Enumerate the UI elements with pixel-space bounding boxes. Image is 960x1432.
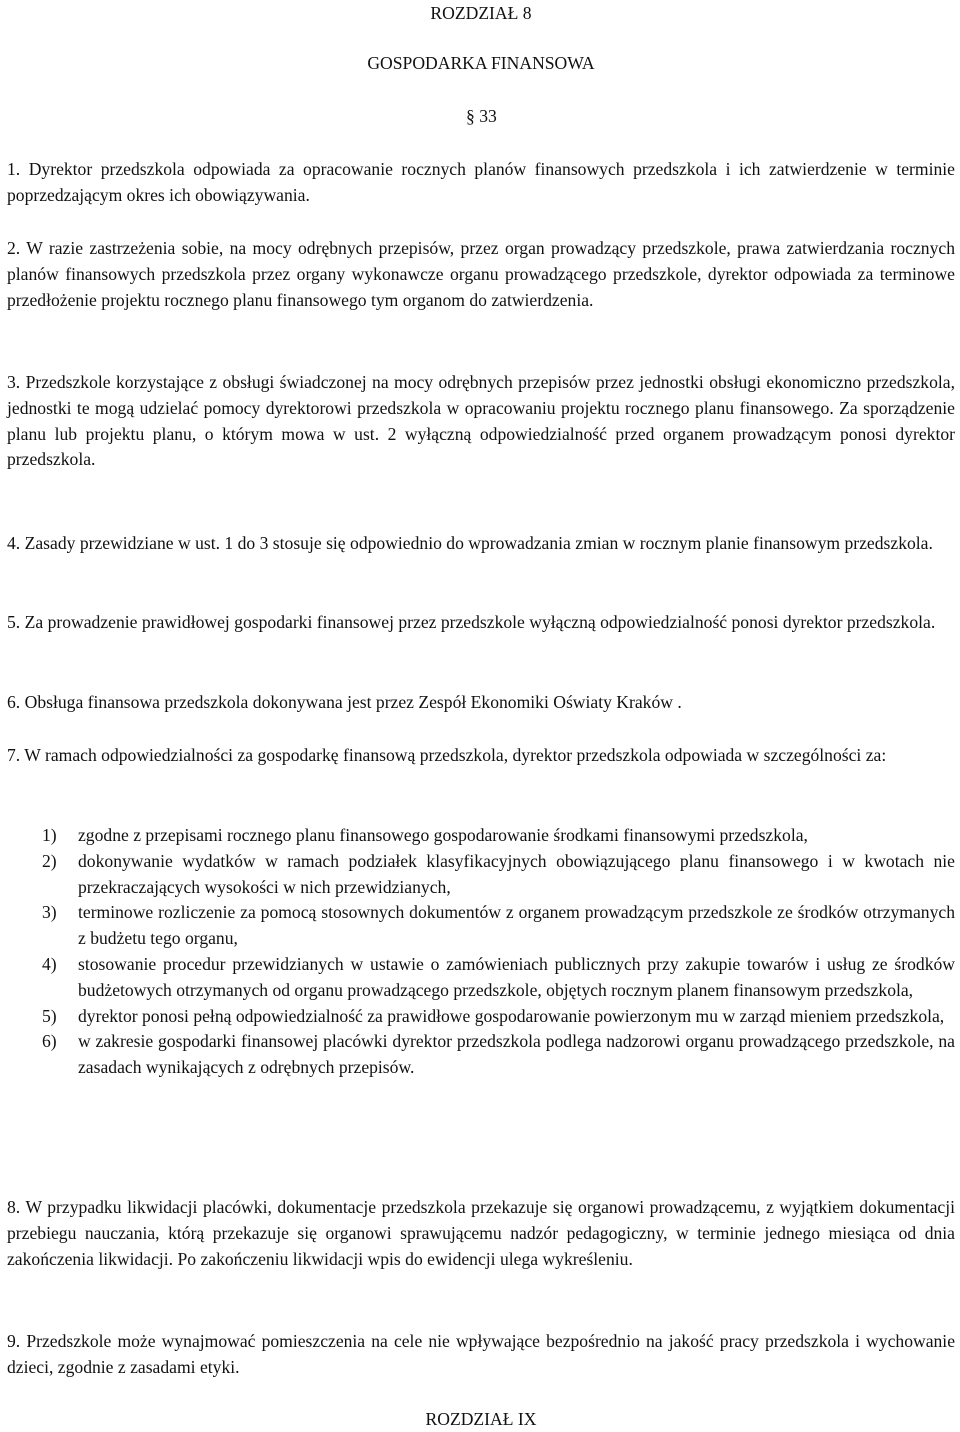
paragraph-2 [7, 236, 955, 313]
paragraph-text: Za prowadzenie prawidłowej gospodarki finansowej przez przedszkole wyłączną odpowiedzialność ponosi dyrektor przedszkola. [24, 612, 936, 632]
paragraph-text: W razie zastrzeżenia sobie, na mocy odrębnych przepisów, przez organ prowadzący przedszkole, prawa zatwierdzania rocznych planów finansowych przedszkola przez organy wykonawcze organu prowadzącego przedszkole, dyrektor odpowiada za terminowe przedłożenie projektu rocznego planu finansowego tym organom do zatwierdzenia. [7, 238, 955, 310]
paragraph-number: 8. [7, 1197, 21, 1217]
paragraph-text: Zasady przewidziane w ust. 1 do 3 stosuje się odpowiednio do wprowadzania zmian w rocznym planie finansowym przedszkola. [24, 533, 933, 553]
paragraph-number: 7. [7, 745, 21, 765]
paragraph-9 [7, 1329, 955, 1381]
responsibility-list [7, 823, 955, 1081]
paragraph-number: 5. [7, 612, 21, 632]
list-item-text: dokonywanie wydatków w ramach podziałek klasyfikacyjnych obowiązującego planu finansowego i w kwotach nie przekraczających wysokości w nich przewidzianych, [78, 850, 955, 897]
list-item-number: 5) [42, 1005, 57, 1026]
paragraph-3 [7, 370, 955, 473]
paragraph-number: 2. [7, 238, 21, 258]
paragraph-text: Przedszkole może wynajmować pomieszczenia na cele nie wpływające bezpośrednio na jakość pracy przedszkola i wychowanie dzieci, zgodnie z zasadami etyki. [7, 1331, 956, 1377]
list-item [7, 952, 955, 1004]
paragraph-text: W przypadku likwidacji placówki, dokumentacje przedszkola przekazuje się organowi prowadzącemu, z wyjątkiem dokumentacji przebiegu nauczania, którą przekazuje się organowi sprawującemu nadzór pedagogiczny, w terminie jednego miesiąca od dnia zakończenia likwidacji. Po zakończeniu likwidacji wpis do ewidencji ulega wykreśleniu. [7, 1197, 955, 1269]
list-item [7, 1029, 955, 1081]
list-item [7, 1004, 955, 1030]
chapter-heading: ROZDZIAŁ 8 [430, 3, 532, 23]
list-item [7, 900, 955, 952]
list-item-text: stosowanie procedur przewidzianych w ustawie o zamówieniach publicznych przy zakupie towarów i usług ze środków budżetowych otrzymanych od organu prowadzącego przedszkole, objętych rocznym planem finansowym przedszkola, [78, 953, 955, 1000]
paragraph-8 [7, 1195, 955, 1272]
paragraph-4 [7, 531, 955, 557]
paragraph-text: Obsługa finansowa przedszkola dokonywana jest przez Zespół Ekonomiki Oświaty Kraków . [24, 692, 682, 712]
paragraph-number: 1. [7, 159, 21, 179]
paragraph-number: 6. [7, 692, 21, 712]
paragraph-text: Dyrektor przedszkola odpowiada za opracowanie rocznych planów finansowych przedszkola i ich zatwierdzenie w terminie poprzedzającym okres ich obowiązywania. [7, 159, 955, 205]
list-item-number: 3) [42, 902, 57, 923]
paragraph-text: Przedszkole korzystające z obsługi świadczonej na mocy odrębnych przepisów przez jednostki obsługi ekonomiczno przedszkola, jednostki te mogą udzielać pomocy dyrektorowi przedszkola w opracowaniu projektu rocznego planu finansowego. Za sporządzenie planu lub projektu planu, o którym mowa w ust. 2 wyłączną odpowiedzialność przed organem prowadzącym ponosi dyrektor przedszkola. [7, 372, 955, 470]
list-item-text: zgodne z przepisami rocznego planu finansowego gospodarowanie środkami finansowymi przedszkola, [78, 825, 808, 845]
paragraph-number: 3. [7, 372, 21, 392]
section-mark: § 33 [466, 106, 497, 126]
paragraph-number: 4. [7, 533, 21, 553]
paragraph-1 [7, 157, 955, 209]
paragraph-number: 9. [7, 1331, 21, 1351]
list-item-text: dyrektor ponosi pełną odpowiedzialność za prawidłowe gospodarowanie powierzonym mu w zarząd mieniem przedszkola, [78, 1005, 945, 1026]
list-item-number: 4) [42, 953, 57, 974]
paragraph-7 [7, 743, 955, 769]
chapter-title: GOSPODARKA FINANSOWA [367, 53, 595, 73]
paragraph-text: W ramach odpowiedzialności za gospodarkę finansową przedszkola, dyrektor przedszkola odpowiada w szczególności za: [24, 745, 887, 765]
list-item-number: 2) [42, 850, 57, 871]
list-item [7, 823, 955, 849]
list-item-text: w zakresie gospodarki finansowej placówki dyrektor przedszkola podlega nadzorowi organu prowadzącego przedszkole, na zasadach wynikających z odrębnych przepisów. [78, 1031, 955, 1078]
list-item-number: 6) [42, 1031, 57, 1052]
paragraph-6 [7, 690, 955, 716]
next-chapter-heading: ROZDZIAŁ IX [425, 1409, 537, 1429]
list-item-text: terminowe rozliczenie za pomocą stosownych dokumentów z organem prowadzącym przedszkole ze środków otrzymanych z budżetu tego organu, [78, 902, 955, 949]
list-item-number: 1) [42, 825, 57, 845]
paragraph-5 [7, 610, 955, 636]
list-item [7, 849, 955, 901]
